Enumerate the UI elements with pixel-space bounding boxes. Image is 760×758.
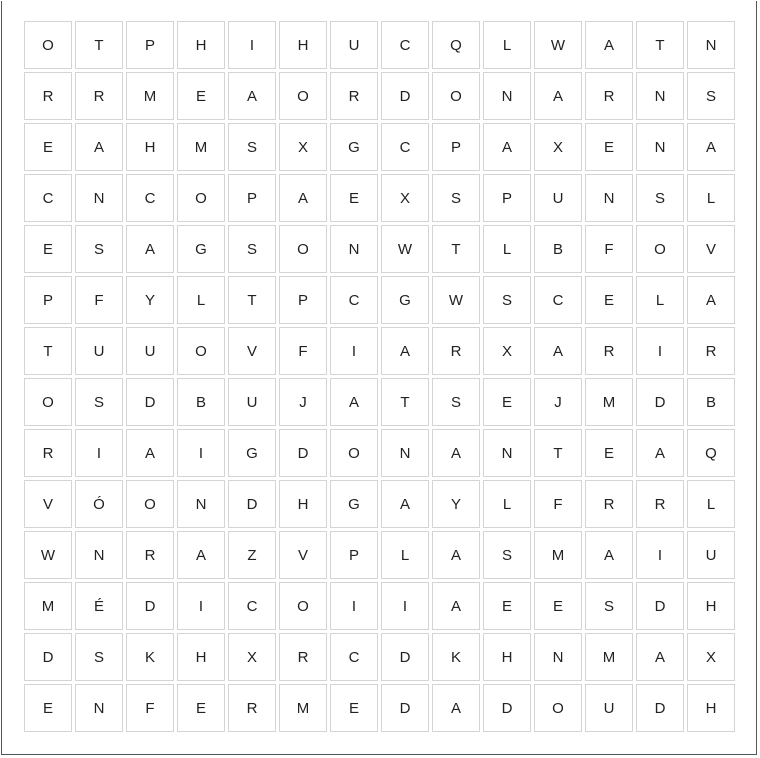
- letter-cell-r12-c1[interactable]: M: [24, 582, 72, 630]
- letter-cell-r14-c9[interactable]: A: [432, 684, 480, 732]
- letter-cell-r2-c6[interactable]: O: [279, 72, 327, 120]
- letter-cell-r5-c7[interactable]: N: [330, 225, 378, 273]
- letter-cell-r8-c11[interactable]: J: [534, 378, 582, 426]
- letter-cell-r10-c4[interactable]: N: [177, 480, 225, 528]
- letter-cell-r12-c11[interactable]: E: [534, 582, 582, 630]
- letter-cell-r1-c7[interactable]: U: [330, 21, 378, 69]
- letter-cell-r5-c2[interactable]: S: [75, 225, 123, 273]
- letter-cell-r7-c13[interactable]: I: [636, 327, 684, 375]
- letter-cell-r11-c9[interactable]: A: [432, 531, 480, 579]
- letter-cell-r14-c11[interactable]: O: [534, 684, 582, 732]
- letter-cell-r13-c5[interactable]: X: [228, 633, 276, 681]
- letter-cell-r13-c10[interactable]: H: [483, 633, 531, 681]
- letter-cell-r13-c4[interactable]: H: [177, 633, 225, 681]
- letter-cell-r7-c5[interactable]: V: [228, 327, 276, 375]
- letter-cell-r1-c6[interactable]: H: [279, 21, 327, 69]
- letter-cell-r7-c7[interactable]: I: [330, 327, 378, 375]
- letter-cell-r3-c8[interactable]: C: [381, 123, 429, 171]
- letter-cell-r13-c8[interactable]: D: [381, 633, 429, 681]
- letter-cell-r11-c3[interactable]: R: [126, 531, 174, 579]
- letter-cell-r2-c9[interactable]: O: [432, 72, 480, 120]
- letter-cell-r14-c7[interactable]: E: [330, 684, 378, 732]
- letter-cell-r13-c6[interactable]: R: [279, 633, 327, 681]
- letter-cell-r13-c2[interactable]: S: [75, 633, 123, 681]
- letter-cell-r5-c12[interactable]: F: [585, 225, 633, 273]
- letter-cell-r14-c10[interactable]: D: [483, 684, 531, 732]
- letter-cell-r7-c6[interactable]: F: [279, 327, 327, 375]
- letter-cell-r6-c6[interactable]: P: [279, 276, 327, 324]
- letter-cell-r6-c1[interactable]: P: [24, 276, 72, 324]
- letter-cell-r10-c13[interactable]: R: [636, 480, 684, 528]
- letter-cell-r4-c5[interactable]: P: [228, 174, 276, 222]
- letter-cell-r10-c10[interactable]: L: [483, 480, 531, 528]
- letter-cell-r3-c14[interactable]: A: [687, 123, 735, 171]
- letter-cell-r14-c12[interactable]: U: [585, 684, 633, 732]
- letter-cell-r8-c12[interactable]: M: [585, 378, 633, 426]
- letter-cell-r9-c6[interactable]: D: [279, 429, 327, 477]
- letter-cell-r4-c12[interactable]: N: [585, 174, 633, 222]
- letter-cell-r10-c3[interactable]: O: [126, 480, 174, 528]
- letter-cell-r13-c9[interactable]: K: [432, 633, 480, 681]
- letter-cell-r8-c5[interactable]: U: [228, 378, 276, 426]
- letter-cell-r5-c6[interactable]: O: [279, 225, 327, 273]
- letter-cell-r8-c13[interactable]: D: [636, 378, 684, 426]
- letter-cell-r10-c9[interactable]: Y: [432, 480, 480, 528]
- letter-cell-r14-c8[interactable]: D: [381, 684, 429, 732]
- letter-cell-r1-c4[interactable]: H: [177, 21, 225, 69]
- letter-cell-r6-c5[interactable]: T: [228, 276, 276, 324]
- letter-cell-r9-c3[interactable]: A: [126, 429, 174, 477]
- letter-cell-r8-c2[interactable]: S: [75, 378, 123, 426]
- letter-cell-r12-c12[interactable]: S: [585, 582, 633, 630]
- letter-cell-r12-c8[interactable]: I: [381, 582, 429, 630]
- letter-cell-r10-c11[interactable]: F: [534, 480, 582, 528]
- letter-cell-r2-c8[interactable]: D: [381, 72, 429, 120]
- letter-cell-r9-c8[interactable]: N: [381, 429, 429, 477]
- letter-cell-r11-c13[interactable]: I: [636, 531, 684, 579]
- letter-cell-r9-c13[interactable]: A: [636, 429, 684, 477]
- letter-cell-r4-c13[interactable]: S: [636, 174, 684, 222]
- letter-cell-r6-c9[interactable]: W: [432, 276, 480, 324]
- letter-cell-r4-c9[interactable]: S: [432, 174, 480, 222]
- letter-cell-r9-c2[interactable]: I: [75, 429, 123, 477]
- letter-cell-r12-c5[interactable]: C: [228, 582, 276, 630]
- letter-cell-r1-c3[interactable]: P: [126, 21, 174, 69]
- letter-cell-r6-c13[interactable]: L: [636, 276, 684, 324]
- letter-cell-r10-c8[interactable]: A: [381, 480, 429, 528]
- letter-cell-r11-c2[interactable]: N: [75, 531, 123, 579]
- letter-cell-r5-c4[interactable]: G: [177, 225, 225, 273]
- letter-cell-r13-c13[interactable]: A: [636, 633, 684, 681]
- letter-cell-r5-c9[interactable]: T: [432, 225, 480, 273]
- letter-cell-r1-c2[interactable]: T: [75, 21, 123, 69]
- letter-cell-r8-c7[interactable]: A: [330, 378, 378, 426]
- letter-cell-r14-c14[interactable]: H: [687, 684, 735, 732]
- letter-cell-r8-c3[interactable]: D: [126, 378, 174, 426]
- letter-cell-r4-c11[interactable]: U: [534, 174, 582, 222]
- letter-cell-r6-c7[interactable]: C: [330, 276, 378, 324]
- letter-cell-r12-c10[interactable]: E: [483, 582, 531, 630]
- letter-cell-r4-c10[interactable]: P: [483, 174, 531, 222]
- letter-cell-r3-c9[interactable]: P: [432, 123, 480, 171]
- letter-cell-r11-c1[interactable]: W: [24, 531, 72, 579]
- letter-cell-r10-c2[interactable]: Ó: [75, 480, 123, 528]
- letter-cell-r11-c12[interactable]: A: [585, 531, 633, 579]
- letter-cell-r3-c10[interactable]: A: [483, 123, 531, 171]
- letter-cell-r4-c8[interactable]: X: [381, 174, 429, 222]
- letter-cell-r5-c13[interactable]: O: [636, 225, 684, 273]
- letter-cell-r11-c7[interactable]: P: [330, 531, 378, 579]
- letter-cell-r5-c3[interactable]: A: [126, 225, 174, 273]
- letter-cell-r6-c2[interactable]: F: [75, 276, 123, 324]
- letter-cell-r8-c4[interactable]: B: [177, 378, 225, 426]
- letter-cell-r11-c8[interactable]: L: [381, 531, 429, 579]
- letter-cell-r1-c14[interactable]: N: [687, 21, 735, 69]
- letter-cell-r10-c1[interactable]: V: [24, 480, 72, 528]
- letter-cell-r2-c4[interactable]: E: [177, 72, 225, 120]
- letter-cell-r1-c9[interactable]: Q: [432, 21, 480, 69]
- letter-cell-r9-c14[interactable]: Q: [687, 429, 735, 477]
- letter-cell-r2-c3[interactable]: M: [126, 72, 174, 120]
- letter-cell-r12-c13[interactable]: D: [636, 582, 684, 630]
- letter-cell-r5-c8[interactable]: W: [381, 225, 429, 273]
- letter-cell-r3-c7[interactable]: G: [330, 123, 378, 171]
- letter-cell-r13-c7[interactable]: C: [330, 633, 378, 681]
- letter-cell-r3-c1[interactable]: E: [24, 123, 72, 171]
- letter-cell-r2-c1[interactable]: R: [24, 72, 72, 120]
- letter-cell-r12-c7[interactable]: I: [330, 582, 378, 630]
- letter-cell-r14-c2[interactable]: N: [75, 684, 123, 732]
- letter-cell-r14-c1[interactable]: E: [24, 684, 72, 732]
- letter-cell-r12-c2[interactable]: É: [75, 582, 123, 630]
- letter-cell-r3-c11[interactable]: X: [534, 123, 582, 171]
- letter-cell-r10-c14[interactable]: L: [687, 480, 735, 528]
- letter-cell-r1-c8[interactable]: C: [381, 21, 429, 69]
- letter-cell-r12-c4[interactable]: I: [177, 582, 225, 630]
- letter-cell-r3-c12[interactable]: E: [585, 123, 633, 171]
- letter-cell-r6-c3[interactable]: Y: [126, 276, 174, 324]
- letter-cell-r4-c7[interactable]: E: [330, 174, 378, 222]
- letter-cell-r1-c1[interactable]: O: [24, 21, 72, 69]
- letter-cell-r6-c4[interactable]: L: [177, 276, 225, 324]
- letter-cell-r8-c9[interactable]: S: [432, 378, 480, 426]
- letter-cell-r7-c14[interactable]: R: [687, 327, 735, 375]
- letter-cell-r11-c6[interactable]: V: [279, 531, 327, 579]
- letter-cell-r9-c7[interactable]: O: [330, 429, 378, 477]
- puzzle-frame: [1, 1, 757, 755]
- letter-cell-r8-c1[interactable]: O: [24, 378, 72, 426]
- letter-cell-r13-c14[interactable]: X: [687, 633, 735, 681]
- letter-cell-r6-c10[interactable]: S: [483, 276, 531, 324]
- letter-cell-r8-c6[interactable]: J: [279, 378, 327, 426]
- letter-cell-r3-c13[interactable]: N: [636, 123, 684, 171]
- letter-cell-r9-c12[interactable]: E: [585, 429, 633, 477]
- letter-cell-r9-c11[interactable]: T: [534, 429, 582, 477]
- word-search-grid: [24, 21, 735, 732]
- letter-cell-r11-c4[interactable]: A: [177, 531, 225, 579]
- letter-cell-r3-c5[interactable]: S: [228, 123, 276, 171]
- letter-cell-r12-c9[interactable]: A: [432, 582, 480, 630]
- letter-cell-r4-c14[interactable]: L: [687, 174, 735, 222]
- letter-cell-r2-c12[interactable]: R: [585, 72, 633, 120]
- letter-cell-r8-c10[interactable]: E: [483, 378, 531, 426]
- letter-cell-r3-c2[interactable]: A: [75, 123, 123, 171]
- letter-cell-r5-c14[interactable]: V: [687, 225, 735, 273]
- letter-cell-r11-c14[interactable]: U: [687, 531, 735, 579]
- letter-cell-r5-c5[interactable]: S: [228, 225, 276, 273]
- letter-cell-r2-c11[interactable]: A: [534, 72, 582, 120]
- letter-cell-r13-c1[interactable]: D: [24, 633, 72, 681]
- letter-cell-r2-c13[interactable]: N: [636, 72, 684, 120]
- letter-cell-r2-c2[interactable]: R: [75, 72, 123, 120]
- letter-cell-r12-c14[interactable]: H: [687, 582, 735, 630]
- letter-cell-r1-c12[interactable]: A: [585, 21, 633, 69]
- letter-cell-r5-c1[interactable]: E: [24, 225, 72, 273]
- letter-cell-r2-c7[interactable]: R: [330, 72, 378, 120]
- letter-cell-r2-c10[interactable]: N: [483, 72, 531, 120]
- letter-cell-r4-c3[interactable]: C: [126, 174, 174, 222]
- letter-cell-r14-c6[interactable]: M: [279, 684, 327, 732]
- letter-cell-r7-c8[interactable]: A: [381, 327, 429, 375]
- letter-cell-r2-c5[interactable]: A: [228, 72, 276, 120]
- letter-cell-r7-c10[interactable]: X: [483, 327, 531, 375]
- letter-cell-r9-c9[interactable]: A: [432, 429, 480, 477]
- letter-cell-r8-c8[interactable]: T: [381, 378, 429, 426]
- letter-cell-r6-c12[interactable]: E: [585, 276, 633, 324]
- letter-cell-r4-c6[interactable]: A: [279, 174, 327, 222]
- letter-cell-r9-c4[interactable]: I: [177, 429, 225, 477]
- letter-cell-r7-c3[interactable]: U: [126, 327, 174, 375]
- letter-cell-r10-c6[interactable]: H: [279, 480, 327, 528]
- letter-cell-r14-c13[interactable]: D: [636, 684, 684, 732]
- letter-cell-r5-c10[interactable]: L: [483, 225, 531, 273]
- letter-cell-r3-c6[interactable]: X: [279, 123, 327, 171]
- letter-cell-r4-c2[interactable]: N: [75, 174, 123, 222]
- letter-cell-r4-c4[interactable]: O: [177, 174, 225, 222]
- letter-cell-r5-c11[interactable]: B: [534, 225, 582, 273]
- letter-cell-r11-c10[interactable]: S: [483, 531, 531, 579]
- letter-cell-r7-c12[interactable]: R: [585, 327, 633, 375]
- letter-cell-r1-c5[interactable]: I: [228, 21, 276, 69]
- letter-cell-r1-c13[interactable]: T: [636, 21, 684, 69]
- letter-cell-r12-c3[interactable]: D: [126, 582, 174, 630]
- letter-cell-r13-c3[interactable]: K: [126, 633, 174, 681]
- letter-cell-r13-c11[interactable]: N: [534, 633, 582, 681]
- letter-cell-r7-c11[interactable]: A: [534, 327, 582, 375]
- letter-cell-r3-c3[interactable]: H: [126, 123, 174, 171]
- letter-cell-r3-c4[interactable]: M: [177, 123, 225, 171]
- letter-cell-r9-c5[interactable]: G: [228, 429, 276, 477]
- letter-cell-r1-c11[interactable]: W: [534, 21, 582, 69]
- letter-cell-r14-c5[interactable]: R: [228, 684, 276, 732]
- letter-cell-r7-c9[interactable]: R: [432, 327, 480, 375]
- letter-cell-r1-c10[interactable]: L: [483, 21, 531, 69]
- letter-cell-r2-c14[interactable]: S: [687, 72, 735, 120]
- letter-cell-r10-c5[interactable]: D: [228, 480, 276, 528]
- letter-cell-r6-c8[interactable]: G: [381, 276, 429, 324]
- letter-cell-r8-c14[interactable]: B: [687, 378, 735, 426]
- letter-cell-r11-c5[interactable]: Z: [228, 531, 276, 579]
- letter-cell-r9-c1[interactable]: R: [24, 429, 72, 477]
- letter-cell-r14-c3[interactable]: F: [126, 684, 174, 732]
- letter-cell-r4-c1[interactable]: C: [24, 174, 72, 222]
- letter-cell-r14-c4[interactable]: E: [177, 684, 225, 732]
- letter-cell-r6-c11[interactable]: C: [534, 276, 582, 324]
- letter-cell-r7-c4[interactable]: O: [177, 327, 225, 375]
- letter-cell-r10-c7[interactable]: G: [330, 480, 378, 528]
- letter-cell-r9-c10[interactable]: N: [483, 429, 531, 477]
- letter-cell-r12-c6[interactable]: O: [279, 582, 327, 630]
- letter-cell-r7-c2[interactable]: U: [75, 327, 123, 375]
- letter-cell-r11-c11[interactable]: M: [534, 531, 582, 579]
- letter-cell-r6-c14[interactable]: A: [687, 276, 735, 324]
- letter-cell-r10-c12[interactable]: R: [585, 480, 633, 528]
- letter-cell-r13-c12[interactable]: M: [585, 633, 633, 681]
- letter-cell-r7-c1[interactable]: T: [24, 327, 72, 375]
